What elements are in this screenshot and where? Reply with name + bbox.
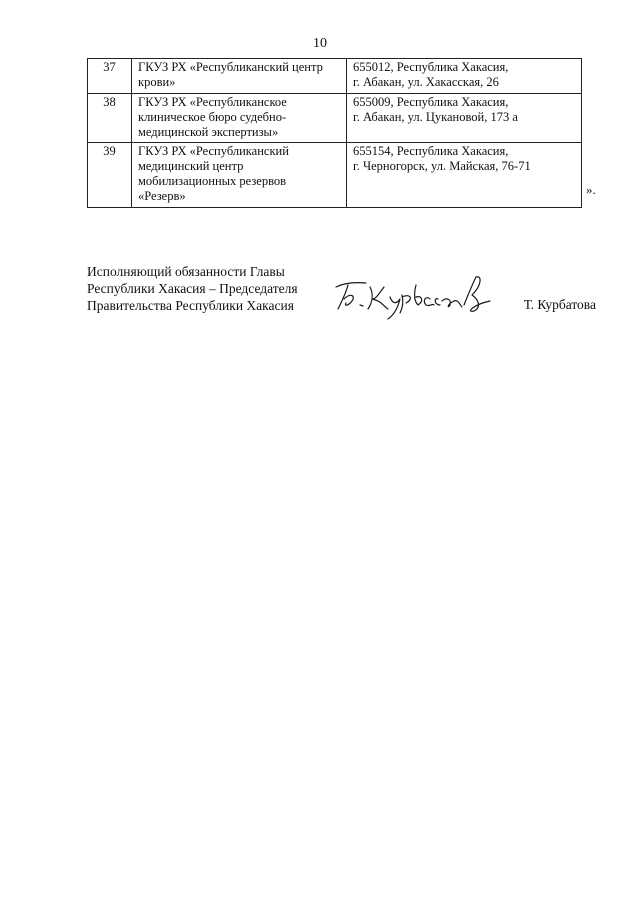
page-number: 10 [313, 36, 327, 51]
institution-name: ГКУЗ РХ «Республиканское клиническое бюро судебно- медицинской экспертизы» [132, 94, 347, 143]
row-number: 37 [88, 59, 132, 94]
institution-address: 655009, Республика Хакасия, г. Абакан, ул. Цукановой, 173 а [347, 94, 582, 143]
handwritten-signature [330, 265, 500, 320]
institution-address: 655154, Республика Хакасия, г. Черногорск, ул. Майская, 76-71 [347, 143, 582, 208]
table-row [88, 94, 582, 143]
institution-name: ГКУЗ РХ «Республиканский медицинский центр мобилизационных резервов «Резерв» [132, 143, 347, 208]
signatory-title: Исполняющий обязанности Главы Республики Хакасия – Председателя Правительства Республики Хакасия [87, 264, 298, 313]
institution-address: 655012, Республика Хакасия, г. Абакан, ул. Хакасская, 26 [347, 59, 582, 94]
closing-quote: ». [586, 182, 596, 197]
table-row [88, 59, 582, 94]
row-number: 38 [88, 94, 132, 143]
row-number: 39 [88, 143, 132, 208]
signer-name: Т. Курбатова [523, 297, 596, 312]
table-row [88, 143, 582, 208]
institutions-table [87, 58, 582, 208]
institution-name: ГКУЗ РХ «Республиканский центр крови» [132, 59, 347, 94]
